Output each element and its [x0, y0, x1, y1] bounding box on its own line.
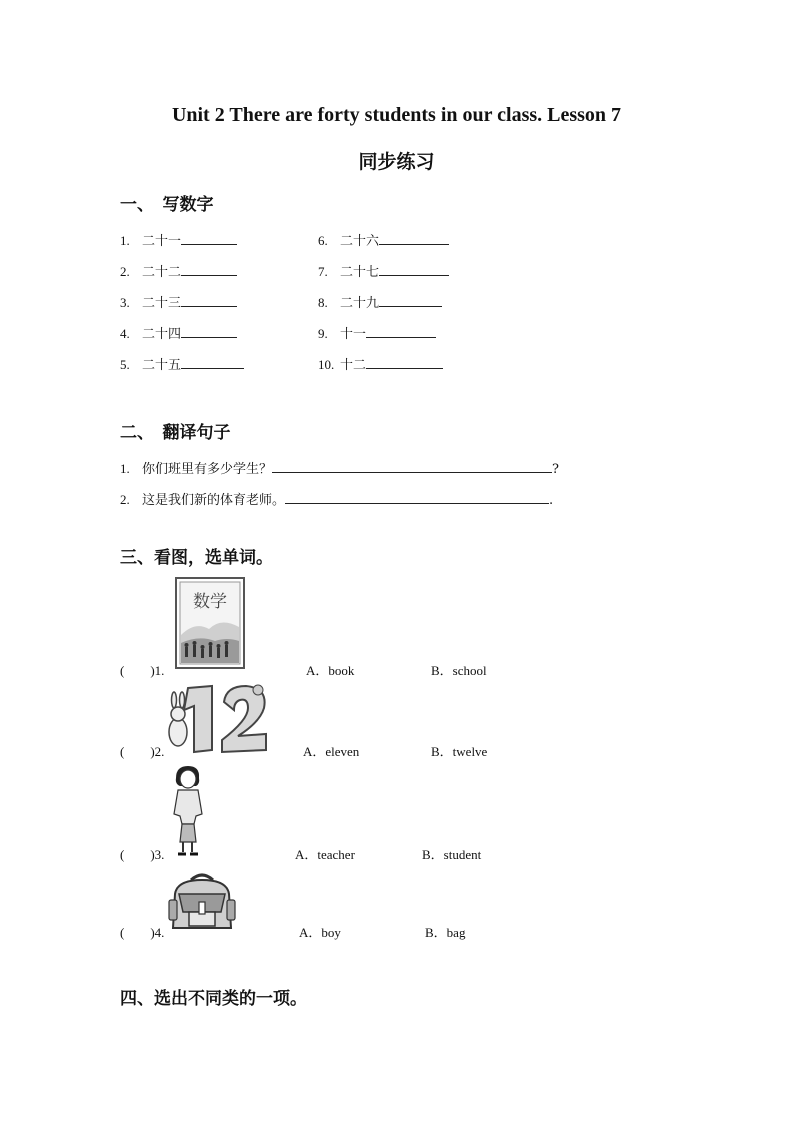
list-item: 4. 二十四 [120, 323, 237, 342]
page-title: Unit 2 There are forty students in our class. Lesson 7 [171, 104, 622, 126]
list-item: 8. 二十九 [318, 292, 442, 311]
answer-blank[interactable] [181, 356, 244, 369]
answer-blank[interactable] [272, 460, 552, 473]
answer-parenthesis[interactable]: ( )3. [120, 847, 165, 862]
option-b[interactable]: B．twelve [431, 744, 488, 759]
answer-blank[interactable] [379, 232, 449, 245]
list-item: 1. 你们班里有多少学生？ ? [120, 461, 559, 477]
option-a[interactable]: A．book [306, 663, 355, 678]
list-item: 10. 十二 [318, 354, 443, 373]
section-4-heading: 四、选出不同类的一项。 [120, 989, 307, 1009]
answer-parenthesis[interactable]: ( )4. [120, 925, 165, 940]
answer-blank[interactable] [366, 356, 443, 369]
answer-blank[interactable] [379, 294, 442, 307]
section-2-heading: 二、 翻译句子 [120, 423, 231, 443]
list-item: 6. 二十六 [318, 230, 449, 249]
answer-blank[interactable] [181, 294, 237, 307]
section-1-heading: 一、 写数字 [120, 195, 214, 215]
answer-blank[interactable] [285, 491, 549, 504]
list-item: 5. 二十五 [120, 354, 244, 373]
list-item: 2. 二十二 [120, 261, 237, 280]
answer-blank[interactable] [181, 232, 237, 245]
teacher-picture [166, 764, 210, 858]
answer-blank[interactable] [379, 263, 449, 276]
bag-picture [167, 872, 237, 934]
option-a[interactable]: A．boy [299, 925, 341, 940]
page-subtitle: 同步练习 [358, 151, 435, 173]
list-item: 3. 二十三 [120, 292, 237, 311]
option-a[interactable]: A．teacher [295, 847, 355, 862]
option-b[interactable]: B．bag [425, 925, 466, 940]
list-item: 1. 二十一 [120, 230, 237, 249]
answer-blank[interactable] [366, 325, 436, 338]
answer-blank[interactable] [181, 263, 237, 276]
option-b[interactable]: B．student [422, 847, 482, 862]
number-twelve-picture [164, 684, 274, 754]
answer-parenthesis[interactable]: ( )1. [120, 663, 165, 678]
option-a[interactable]: A．eleven [303, 744, 360, 759]
math-book-picture [175, 577, 245, 669]
answer-parenthesis[interactable]: ( )2. [120, 744, 165, 759]
answer-blank[interactable] [181, 325, 237, 338]
list-item: 7. 二十七 [318, 261, 449, 280]
svg-text:数学: 数学 [193, 592, 227, 612]
option-b[interactable]: B．school [431, 663, 487, 678]
section-3-heading: 三、看图，选单词。 [120, 548, 273, 568]
list-item: 9. 十一 [318, 323, 436, 342]
list-item: 2. 这是我们新的体育老师。 . [120, 492, 554, 508]
